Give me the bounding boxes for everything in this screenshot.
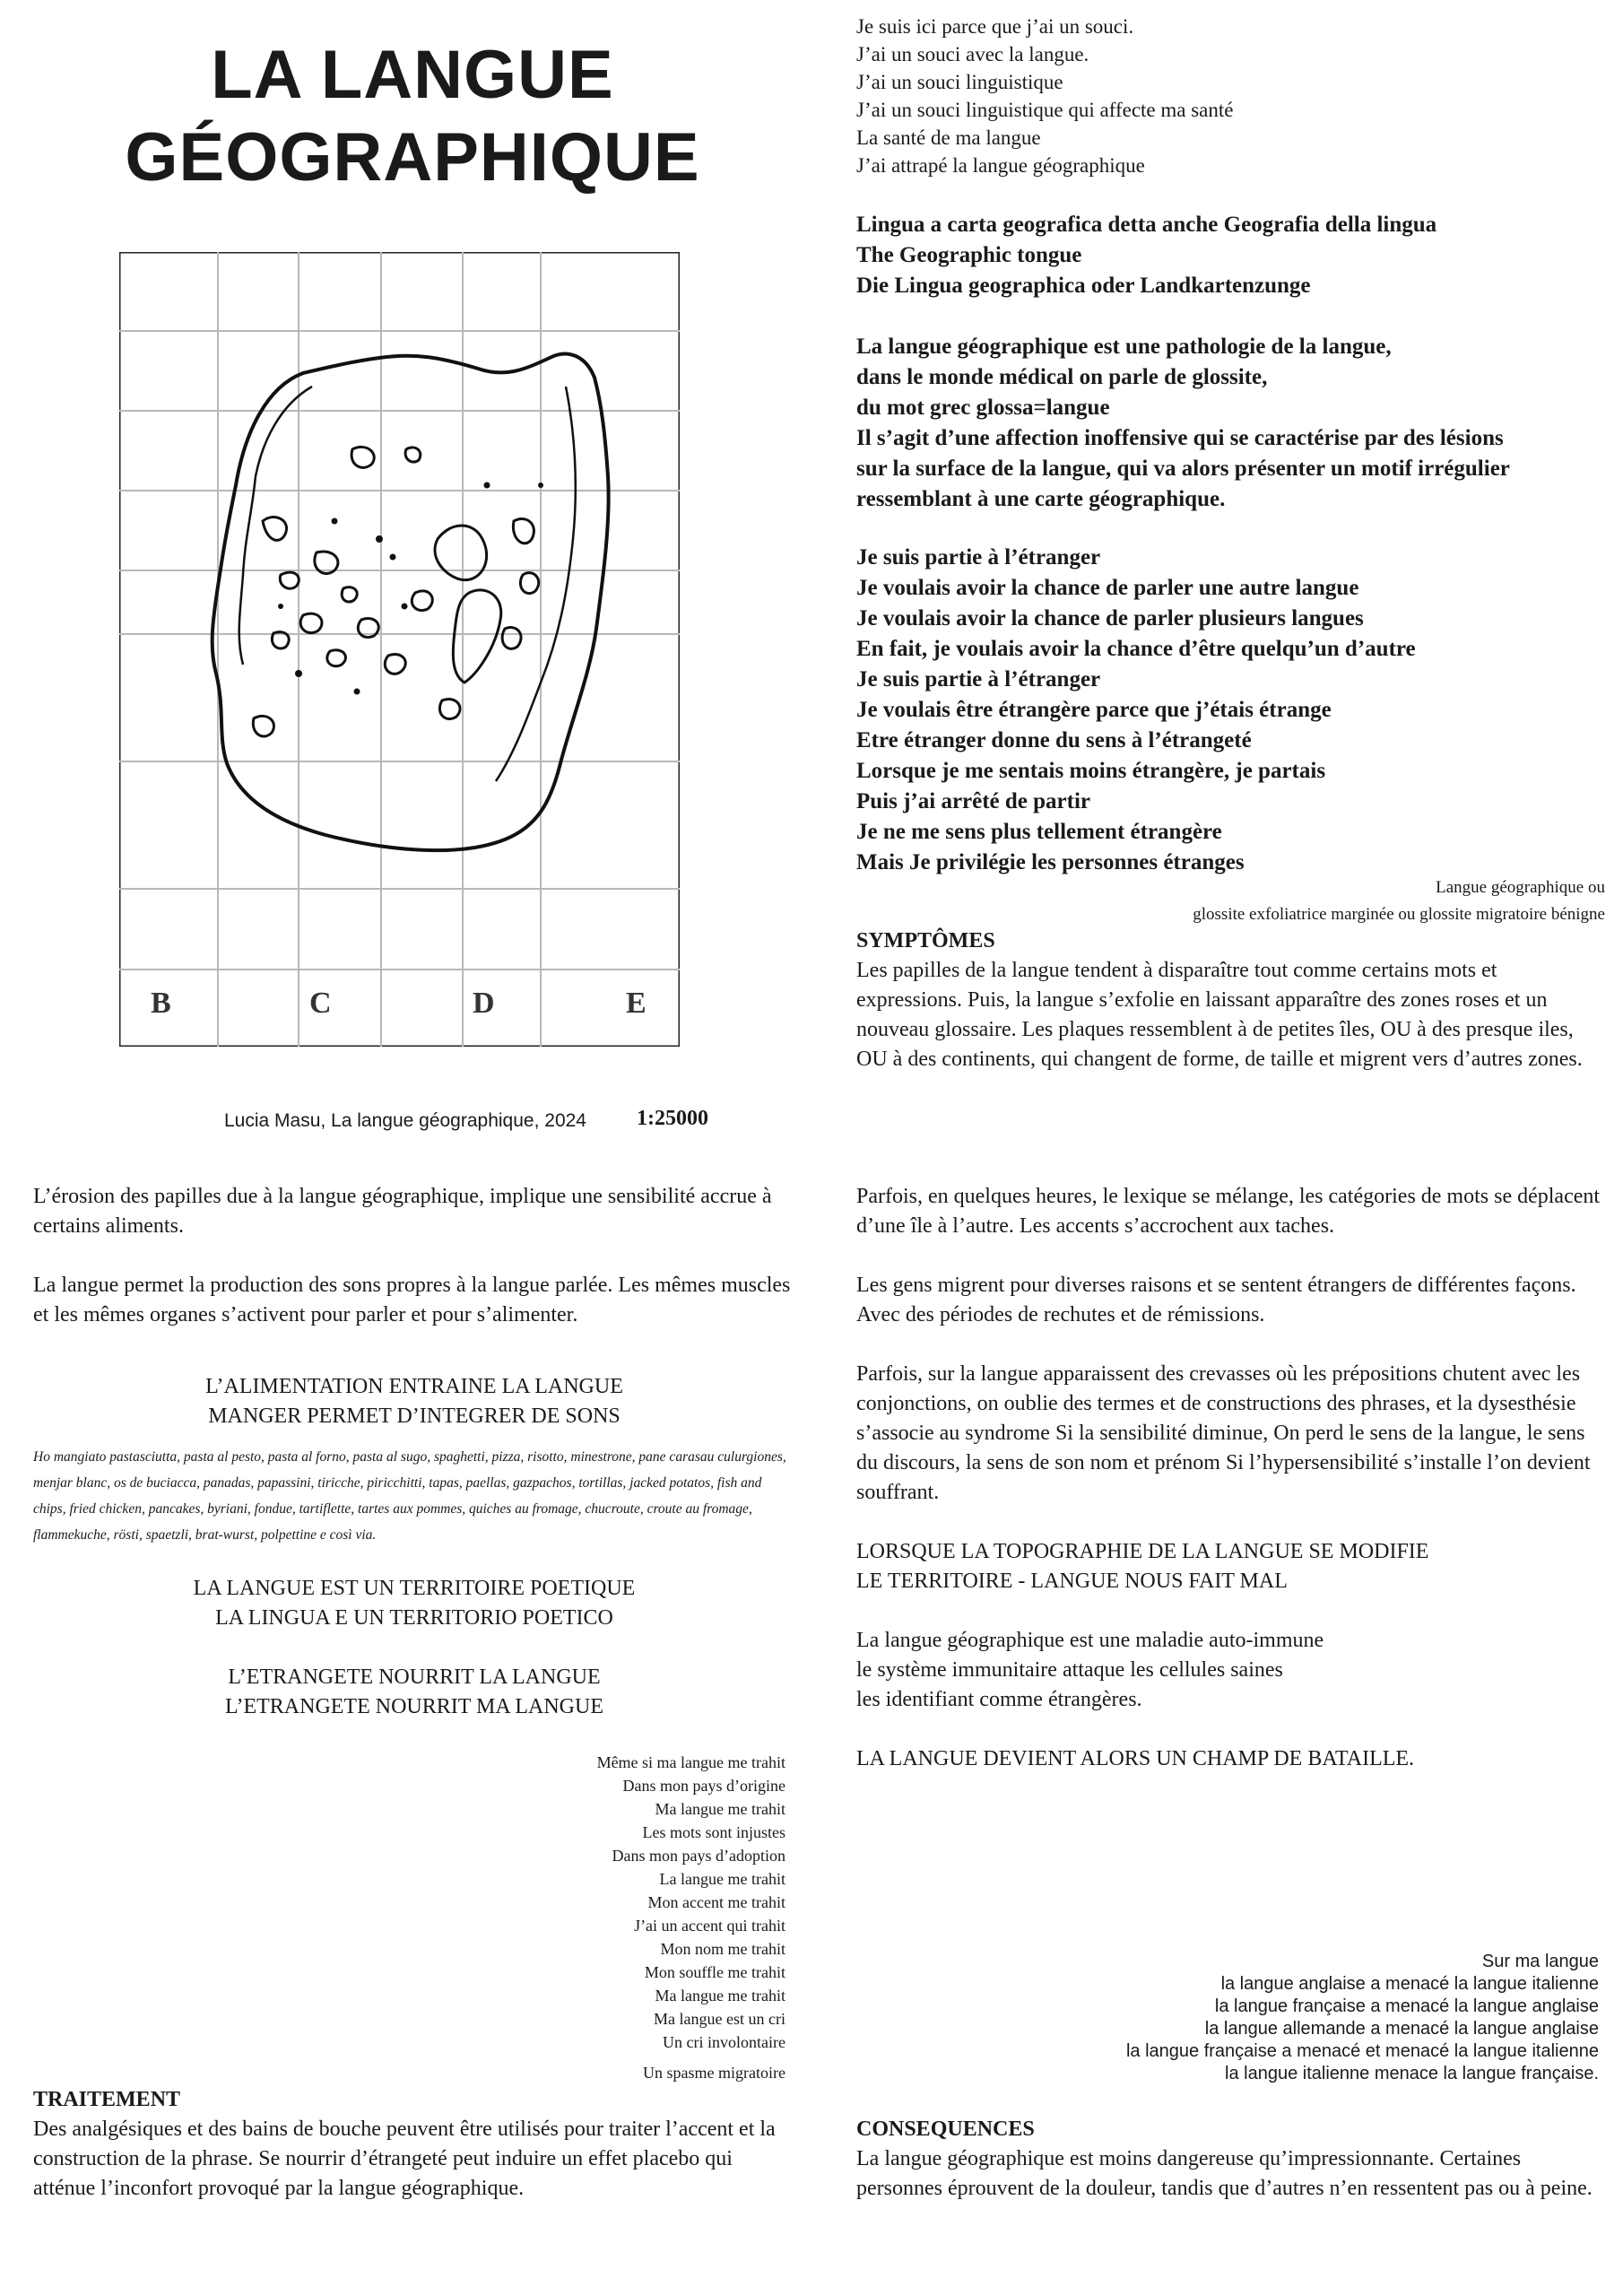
territoire-line: L’ETRANGETE NOURRIT LA LANGUE — [228, 1665, 601, 1689]
topographie-line: LORSQUE LA TOPOGRAPHIE DE LA LANGUE SE MODIFIE — [856, 1540, 1429, 1563]
sur-ma-langue-line: la langue française a menacé la langue anglaise — [1214, 1996, 1599, 2016]
grid-label-c: C — [309, 987, 332, 1020]
lexique-text: Parfois, en quelques heures, le lexique se mélange, les catégories de mots se déplacent d’une île à l’autre. Les accents s’accrochent aux taches. — [856, 1185, 1601, 1238]
grid-label-d: D — [473, 987, 495, 1020]
synonyms-line: Langue géographique ou — [1436, 878, 1605, 897]
auto-immune-line: le système immunitaire attaque les cellules saines — [856, 1658, 1283, 1682]
territoire-line: LA LINGUA E UN TERRITORIO POETICO — [215, 1606, 613, 1630]
map-scale: 1:25000 — [637, 1107, 708, 1130]
territoire-line: LA LANGUE EST UN TERRITOIRE POETIQUE — [193, 1577, 636, 1600]
poem-line: Je ne me sens plus tellement étrangère — [856, 820, 1222, 844]
poem-line: Puis j’ai arrêté de partir — [856, 789, 1091, 813]
synonyms-line: glossite exfoliatrice marginée ou glossite migratoire bénigne — [1193, 905, 1605, 924]
trahit-line: Ma langue me trahit — [655, 1800, 785, 1818]
poem-line: En fait, je voulais avoir la chance d’être quelqu’un d’autre — [856, 637, 1416, 661]
sur-ma-langue-line: Sur ma langue — [1481, 1952, 1599, 1971]
poem-line: Je suis partie à l’étranger — [856, 667, 1101, 691]
pathology-line: ressemblant à une carte géographique. — [856, 487, 1226, 511]
trahit-line: Un spasme migratoire — [643, 2064, 785, 2082]
territoire-statement — [33, 1574, 795, 1722]
pathology-text — [856, 332, 1510, 515]
trahit-line: Les mots sont injustes — [642, 1823, 785, 1841]
traitement-heading: TRAITEMENT — [33, 2088, 181, 2111]
synonyms-note — [1193, 874, 1605, 928]
trahit-line: La langue me trahit — [659, 1870, 785, 1888]
consequences-text: La langue géographique est moins dangereuse qu’impressionnante. Certaines personnes éprouvent de la douleur, tandis que d’autres n’en ressentent pas ou à peine. — [856, 2147, 1593, 2200]
production-text: La langue permet la production des sons propres à la langue parlée. Les mêmes muscles et les mêmes organes s’activent pour parler et pour s’alimenter. — [33, 1274, 791, 1326]
bataille-statement: LA LANGUE DEVIENT ALORS UN CHAMP DE BATAILLE. — [856, 1747, 1415, 1770]
grid-label-e: E — [626, 987, 647, 1020]
poem-line: Lorsque je me sentais moins étrangère, je partais — [856, 759, 1326, 783]
trahit-line: Ma langue est un cri — [654, 2010, 785, 2028]
poem-line: Je suis partie à l’étranger — [856, 545, 1101, 570]
intro-line: La santé de ma langue — [856, 126, 1041, 149]
topographie-statement — [856, 1537, 1601, 1596]
trahit-line: Mon nom me trahit — [660, 1940, 785, 1958]
poem-line: Je voulais avoir la chance de parler plusieurs langues — [856, 606, 1364, 631]
sur-ma-langue-list — [1126, 1951, 1599, 2085]
names-line: The Geographic tongue — [856, 243, 1082, 267]
pathology-line: dans le monde médical on parle de glossite, — [856, 365, 1268, 389]
tongue-map-illustration — [119, 252, 680, 1047]
poem-line: Mais Je privilégie les personnes étranges — [856, 850, 1245, 874]
trahit-line: J’ai un accent qui trahit — [634, 1917, 785, 1935]
pathology-line: La langue géographique est une pathologie de la langue, — [856, 335, 1392, 359]
map-caption: Lucia Masu, La langue géographique, 2024 — [224, 1110, 586, 1131]
territoire-line: L’ETRANGETE NOURRIT MA LANGUE — [225, 1695, 603, 1718]
pathology-line: sur la surface de la langue, qui va alors présenter un motif irrégulier — [856, 457, 1510, 481]
alimentation-line: MANGER PERMET D’INTEGRER DE SONS — [208, 1405, 621, 1428]
poem-line: Je voulais avoir la chance de parler une autre langue — [856, 576, 1359, 600]
poem-text — [856, 543, 1416, 878]
trahit-line: Dans mon pays d’origine — [622, 1777, 785, 1795]
traitement-text: Des analgésiques et des bains de bouche peuvent être utilisés pour traiter l’accent et la construction de la phrase. Se nourrir d’étrangeté peut induire un effet placebo qui atténue l’inconfort provoqué par la langue géographique. — [33, 2118, 776, 2200]
trahit-line: Même si ma langue me trahit — [596, 1753, 785, 1771]
names-text — [856, 210, 1436, 301]
crevasses-text: Parfois, sur la langue apparaissent des crevasses où les prépositions chutent avec les conjonctions, on oublie des termes et de constructions des phrases, et la dysesthésie s’associe au syndrome Si la sensibilité diminue, On perd le sens de la langue, le sens du discours, la sens de son nom et prénom Si l’hypersensibilité s’installe l’on devient souffrant. — [856, 1362, 1591, 1504]
auto-immune-line: les identifiant comme étrangères. — [856, 1688, 1142, 1711]
symptoms-heading: SYMPTÔMES — [856, 929, 995, 952]
trahit-line: Ma langue me trahit — [655, 1987, 785, 2005]
intro-text — [856, 13, 1234, 179]
names-line: Lingua a carta geografica detta anche Geografia della lingua — [856, 213, 1437, 237]
pathology-line: du mot grec glossa=langue — [856, 396, 1110, 420]
auto-immune-text — [856, 1626, 1601, 1715]
erosion-text: L’érosion des papilles due à la langue géographique, implique une sensibilité accrue à certains aliments. — [33, 1185, 772, 1238]
title-line-2: GÉOGRAPHIQUE — [125, 119, 700, 196]
grid-label-b: B — [151, 987, 171, 1020]
trahit-poem — [597, 1751, 785, 2084]
trahit-line: Mon souffle me trahit — [644, 1963, 785, 1981]
trahit-line: Dans mon pays d’adoption — [612, 1847, 785, 1865]
topographie-line: LE TERRITOIRE - LANGUE NOUS FAIT MAL — [856, 1570, 1288, 1593]
auto-immune-line: La langue géographique est une maladie auto-immune — [856, 1629, 1324, 1652]
consequences-heading: CONSEQUENCES — [856, 2118, 1035, 2141]
intro-line: J’ai un souci linguistique — [856, 71, 1063, 93]
sur-ma-langue-line: la langue anglaise a menacé la langue italienne — [1220, 1974, 1599, 1994]
intro-line: J’ai attrapé la langue géographique — [856, 154, 1145, 177]
pathology-line: Il s’agit d’une affection inoffensive qui se caractérise par des lésions — [856, 426, 1504, 450]
intro-line: Je suis ici parce que j’ai un souci. — [856, 15, 1134, 38]
intro-line: J’ai un souci avec la langue. — [856, 43, 1089, 65]
right-column-lower — [856, 1182, 1601, 1774]
migrent-text: Les gens migrent pour diverses raisons et se sentent étrangers de différentes façons. Avec des périodes de rechutes et de rémissions. — [856, 1274, 1576, 1326]
sur-ma-langue-line: la langue allemande a menacé la langue anglaise — [1204, 2019, 1599, 2039]
alimentation-line: L’ALIMENTATION ENTRAINE LA LANGUE — [205, 1375, 623, 1398]
title-line-1: LA LANGUE — [211, 37, 614, 113]
traitement-section — [33, 2085, 795, 2204]
trahit-line: Mon accent me trahit — [647, 1893, 785, 1911]
foods-list: Ho mangiato pastasciutta, pasta al pesto, pasta al forno, pasta al sugo, spaghetti, pizza, risotto, minestrone, pane carasau culurgiones, menjar blanc, os de buciacca, panadas, papassini, tiricche, piricchitti, tapas, paellas, gazpachos, tortillas, jacked potatos, fish and chips, fried chicken, pancakes, byriani, fondue, tartiflette, tartes aux pommes, quiches au fromage, chucroute, croute au fromage, flammekuche, rösti, spaetzli, brat-wurst, polpettine e così via. — [33, 1449, 786, 1543]
poem-line: Etre étranger donne du sens à l’étrangeté — [856, 728, 1252, 752]
poem-line: Je voulais être étrangère parce que j’étais étrange — [856, 698, 1332, 722]
tongue-map-svg — [119, 252, 680, 1047]
consequences-section — [856, 2115, 1601, 2204]
names-line: Die Lingua geographica oder Landkartenzunge — [856, 274, 1311, 298]
symptoms-text: Les papilles de la langue tendent à disparaître tout comme certains mots et expressions. Puis, la langue s’exfolie en laissant apparaître des zones roses et un nouveau glossaire. Les plaques ressemblent à de petites îles, OU à des presque iles, OU à des continents, qui changent de forme, de taille et migrent vers d’autres zones. — [856, 959, 1583, 1071]
erosion-section — [33, 1182, 795, 1330]
sur-ma-langue-line: la langue française a menacé et menacé la langue italienne — [1125, 2041, 1599, 2061]
symptoms-section — [856, 926, 1601, 1074]
intro-line: J’ai un souci linguistique qui affecte ma santé — [856, 99, 1234, 121]
page-title — [117, 34, 708, 199]
alimentation-statement — [33, 1372, 795, 1431]
trahit-line: Un cri involontaire — [663, 2033, 785, 2051]
territoire-line — [33, 1633, 795, 1663]
sur-ma-langue-line: la langue italienne menace la langue française. — [1225, 2064, 1599, 2083]
